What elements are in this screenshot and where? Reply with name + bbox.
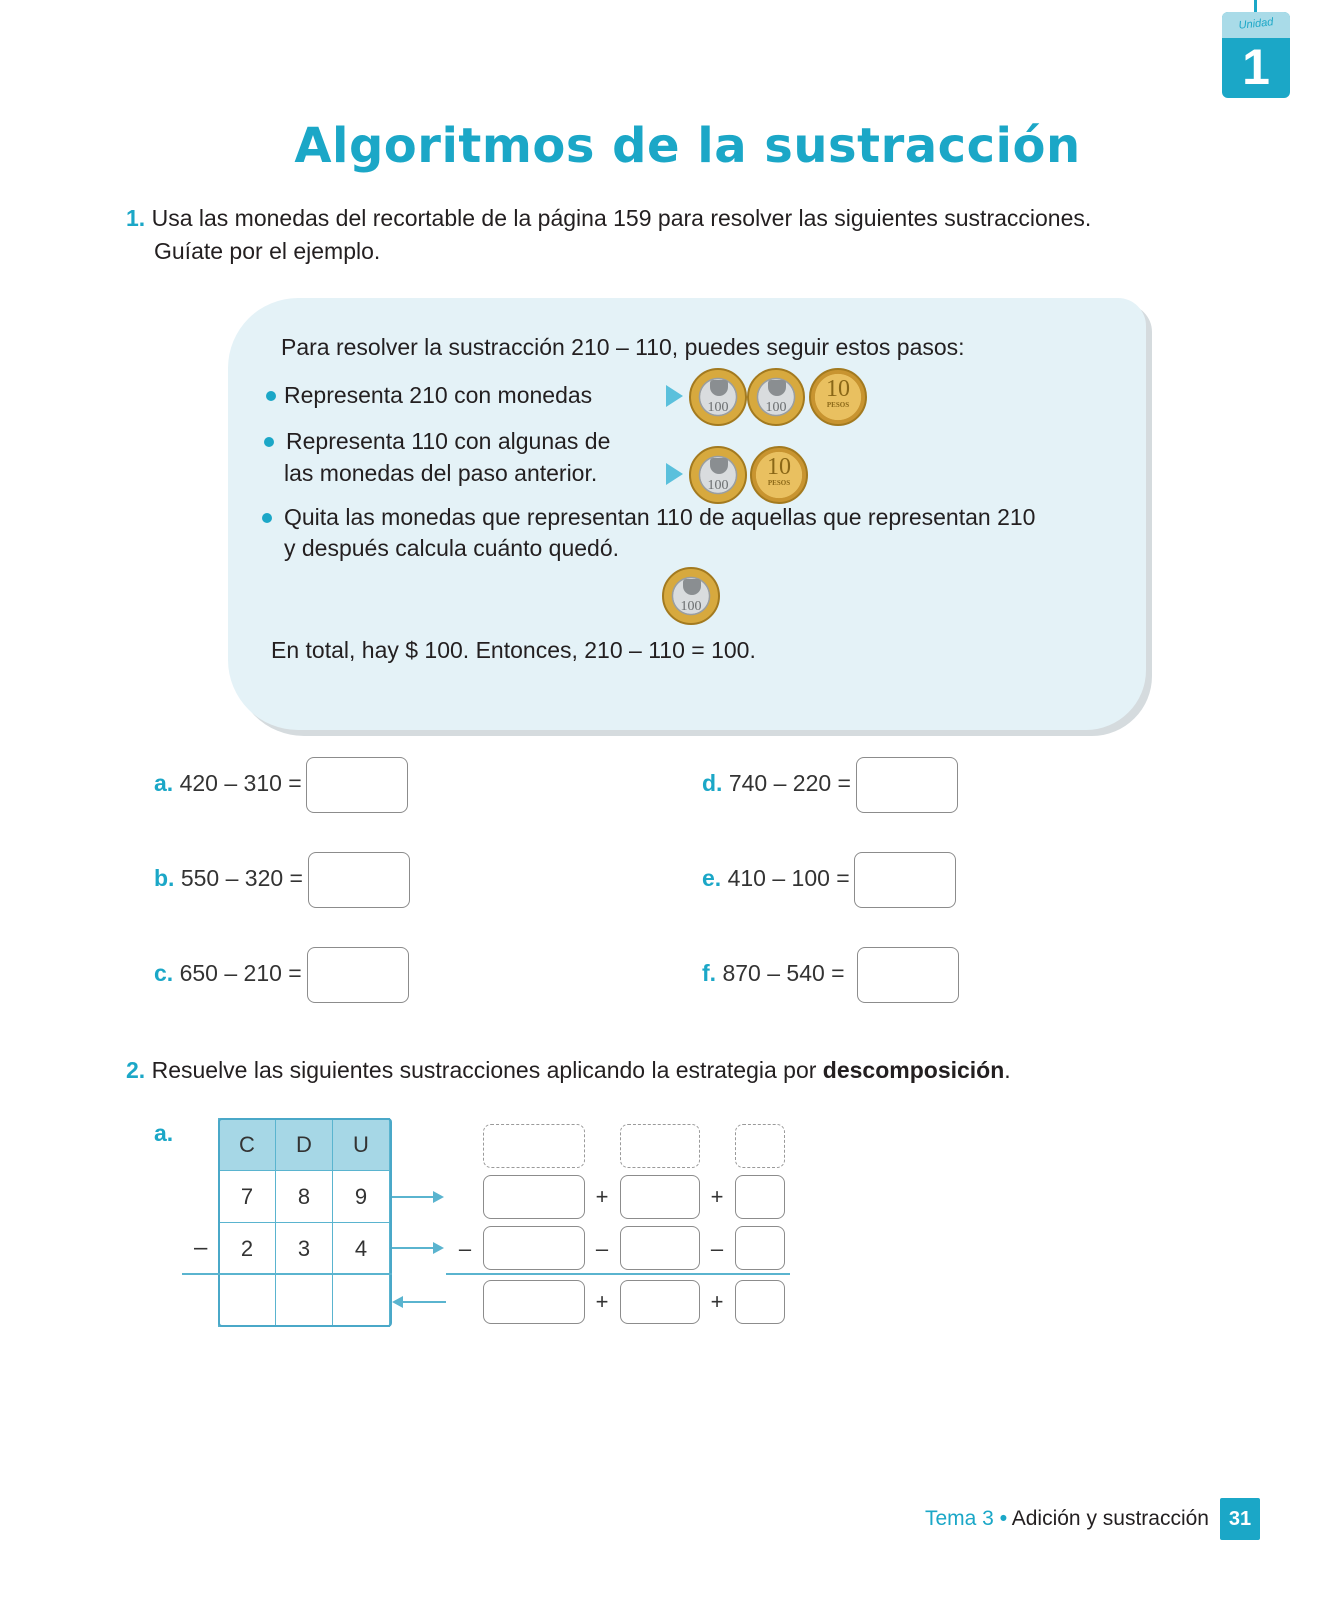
exercise-f xyxy=(702,957,845,989)
bullet-icon xyxy=(264,437,274,447)
exercise-letter: b. xyxy=(154,865,175,891)
exercise-expression: 420 – 310 = xyxy=(179,770,302,796)
exercise-letter: c. xyxy=(154,960,174,986)
coin-shield xyxy=(710,458,728,474)
coin-100-label: 100 xyxy=(707,400,729,415)
cell-minuend-u: 9 xyxy=(333,1171,390,1223)
arrow-left-icon xyxy=(394,1301,446,1303)
cell-subtrahend-d: 3 xyxy=(276,1223,333,1275)
result-cell-d[interactable] xyxy=(276,1275,333,1327)
cell-subtrahend-u: 4 xyxy=(333,1223,390,1275)
answer-box-a[interactable] xyxy=(306,757,408,813)
unit-number: 1 xyxy=(1242,39,1270,95)
exercise-e xyxy=(702,862,850,894)
table-result-line xyxy=(182,1273,392,1275)
exercise-expression: 740 – 220 = xyxy=(728,770,851,796)
coin-100-label: 100 xyxy=(680,599,702,614)
minus-sign: – xyxy=(710,1236,724,1261)
footer-tema: Tema 3 xyxy=(924,1507,994,1530)
exercise-expression: 410 – 100 = xyxy=(727,865,850,891)
coin-100-icon xyxy=(689,368,747,426)
header-d: D xyxy=(276,1119,333,1171)
answer-box-f[interactable] xyxy=(857,947,959,1003)
question-1-number: 1. xyxy=(126,205,146,231)
coin-100-icon xyxy=(689,446,747,504)
subtrahend-box-d[interactable] xyxy=(620,1226,700,1270)
exercise-expression: 650 – 210 = xyxy=(179,960,302,986)
cell-minuend-c: 7 xyxy=(219,1171,276,1223)
footer-subject: Adición y sustracción xyxy=(1011,1507,1209,1530)
coin-10-icon xyxy=(809,368,867,426)
question-1-line2: Guíate por el ejemplo. xyxy=(154,238,381,264)
coin-shield xyxy=(768,380,786,396)
question-2-item-letter xyxy=(154,1117,173,1150)
minuend-box-d[interactable] xyxy=(620,1175,700,1219)
footer xyxy=(925,1503,1209,1535)
exercise-b xyxy=(154,862,303,894)
minus-sign: – xyxy=(595,1236,609,1261)
example-step2-line2: las monedas del paso anterior. xyxy=(284,460,598,486)
exercise-letter: d. xyxy=(702,770,723,796)
play-arrow-icon xyxy=(666,463,683,485)
result-box-u[interactable] xyxy=(735,1280,785,1324)
page-title: Algoritmos de la sustracción xyxy=(294,118,1081,174)
question-2-number: 2. xyxy=(126,1057,146,1083)
answer-box-d[interactable] xyxy=(856,757,958,813)
subtrahend-box-u[interactable] xyxy=(735,1226,785,1270)
item-letter: a. xyxy=(154,1120,174,1146)
coin-10-sub: PESOS xyxy=(767,479,791,487)
exercise-d xyxy=(702,767,851,799)
page-number: 31 xyxy=(1220,1498,1260,1540)
header-u: U xyxy=(333,1119,390,1171)
answer-box-b[interactable] xyxy=(308,852,410,908)
minuend-box-c[interactable] xyxy=(483,1175,585,1219)
example-step1: Representa 210 con monedas xyxy=(284,382,593,408)
coin-shield xyxy=(710,380,728,396)
minus-sign: – xyxy=(458,1236,472,1261)
coin-100-label: 100 xyxy=(765,400,787,415)
coin-10-label: 10 xyxy=(767,454,791,480)
exercise-expression: 550 – 320 = xyxy=(180,865,303,891)
question-1-line1: Usa las monedas del recortable de la página 159 para resolver las siguientes sustracciones. xyxy=(151,205,1092,231)
cell-minuend-d: 8 xyxy=(276,1171,333,1223)
arrow-right-icon xyxy=(392,1196,442,1198)
plus-sign: + xyxy=(710,1184,724,1209)
exercise-letter: f. xyxy=(702,960,717,986)
unit-tab xyxy=(1222,12,1290,98)
coin-shield xyxy=(683,579,701,595)
answer-box-e[interactable] xyxy=(854,852,956,908)
coin-10-icon xyxy=(750,446,808,504)
question-2 xyxy=(126,1054,1011,1087)
coin-10-sub: PESOS xyxy=(826,401,850,409)
question-2-bold: descomposición xyxy=(822,1057,1005,1083)
borrow-box-c[interactable] xyxy=(483,1124,585,1168)
coin-100-icon xyxy=(662,567,720,625)
cell-subtrahend-c: 2 xyxy=(219,1223,276,1275)
example-step3-line1: Quita las monedas que representan 110 de aquellas que representan 210 xyxy=(284,504,1036,530)
result-cell-c[interactable] xyxy=(219,1275,276,1327)
example-step2-line1: Representa 110 con algunas de xyxy=(286,428,611,454)
question-1 xyxy=(126,202,1091,235)
answer-box-c[interactable] xyxy=(307,947,409,1003)
borrow-box-d[interactable] xyxy=(620,1124,700,1168)
exercise-a xyxy=(154,767,302,799)
coin-100-icon xyxy=(747,368,805,426)
bullet-icon xyxy=(266,391,276,401)
plus-sign: + xyxy=(595,1289,609,1314)
coin-100-label: 100 xyxy=(707,478,729,493)
example-conclusion: En total, hay $ 100. Entonces, 210 – 110 = 100. xyxy=(271,637,756,663)
result-box-d[interactable] xyxy=(620,1280,700,1324)
header-c: C xyxy=(219,1119,276,1171)
table-minus-sign: – xyxy=(194,1234,208,1261)
question-2-text: Resuelve las siguientes sustracciones aplicando la estrategia por xyxy=(151,1057,823,1083)
example-step3-line2: y después calcula cuánto quedó. xyxy=(284,535,620,561)
footer-dot: • xyxy=(999,1507,1008,1530)
plus-sign: + xyxy=(710,1289,724,1314)
result-cell-u[interactable] xyxy=(333,1275,390,1327)
place-value-table xyxy=(218,1118,390,1327)
exercise-expression: 870 – 540 = xyxy=(722,960,845,986)
play-arrow-icon xyxy=(666,385,683,407)
arrow-right-icon xyxy=(392,1247,442,1249)
bullet-icon xyxy=(262,513,272,523)
question-2-end: . xyxy=(1004,1057,1011,1083)
unit-label: Unidad xyxy=(1238,16,1274,32)
subtrahend-box-c[interactable] xyxy=(483,1226,585,1270)
plus-sign: + xyxy=(595,1184,609,1209)
coin-10-label: 10 xyxy=(826,376,850,402)
minuend-box-u[interactable] xyxy=(735,1175,785,1219)
result-box-c[interactable] xyxy=(483,1280,585,1324)
decomposition-result-line xyxy=(446,1273,790,1275)
exercise-letter: a. xyxy=(154,770,174,796)
exercise-letter: e. xyxy=(702,865,722,891)
exercise-c xyxy=(154,957,302,989)
borrow-box-u[interactable] xyxy=(735,1124,785,1168)
example-intro: Para resolver la sustracción 210 – 110, puedes seguir estos pasos: xyxy=(281,334,965,360)
